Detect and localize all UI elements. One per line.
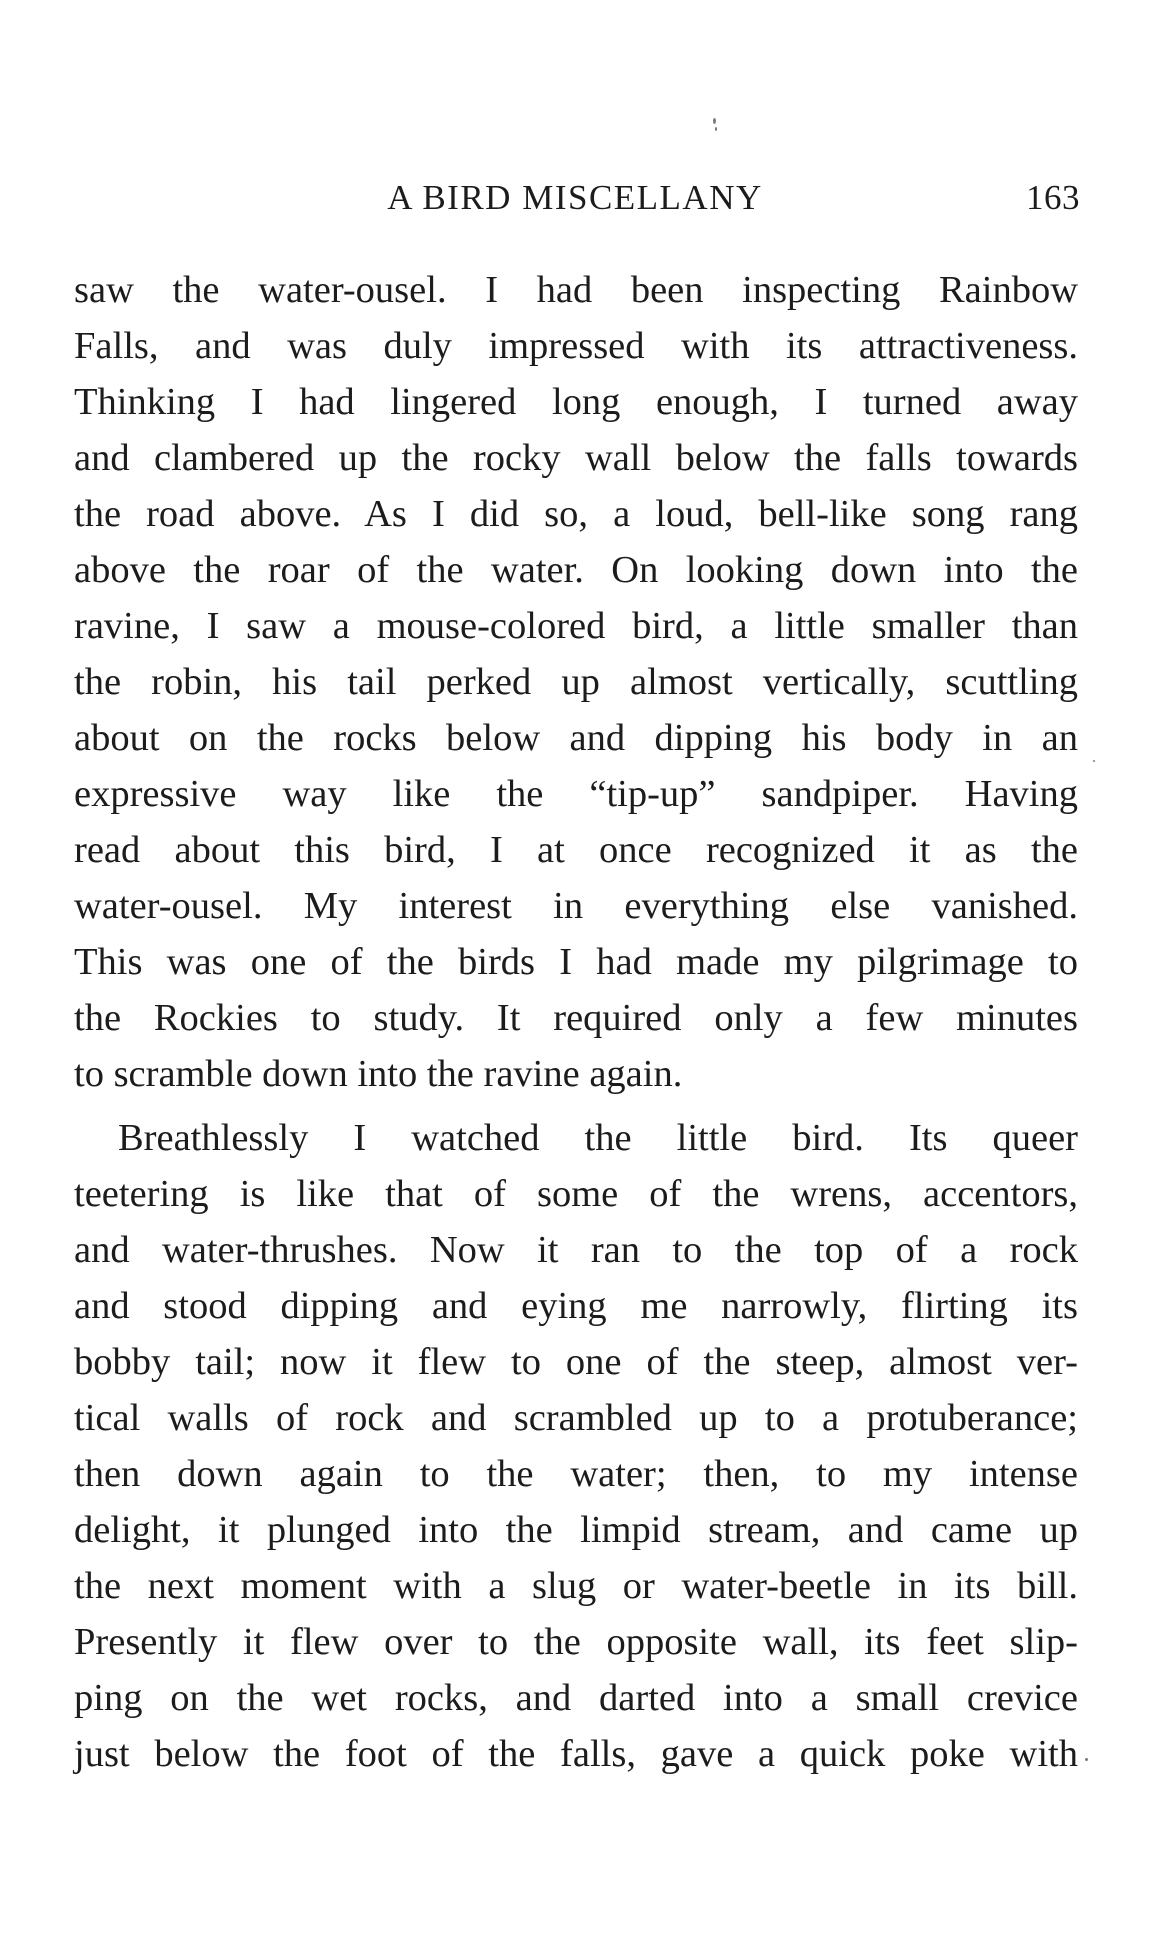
text-line: then down again to the water; then, to my intense (74, 1453, 1078, 1495)
scan-speck (1093, 760, 1095, 762)
text-line: ping on the wet rocks, and darted into a small crevice (74, 1677, 1078, 1719)
text-line: tical walls of rock and scrambled up to a protuberance; (74, 1397, 1078, 1439)
text-line: Presently it flew over to the opposite wall, its feet slip- (74, 1621, 1078, 1663)
text-line: about on the rocks below and dipping his body in an (74, 717, 1078, 759)
text-line: read about this bird, I at once recognized it as the (74, 829, 1078, 871)
text-line: saw the water-ousel. I had been inspecting Rainbow (74, 269, 1078, 311)
scan-speck (713, 118, 716, 124)
running-title: A BIRD MISCELLANY (387, 178, 763, 217)
text-line: and stood dipping and eying me narrowly, flirting its (74, 1285, 1078, 1327)
text-line: the road above. As I did so, a loud, bell-like song rang (74, 493, 1078, 535)
text-line: the robin, his tail perked up almost vertically, scuttling (74, 661, 1078, 703)
text-line: just below the foot of the falls, gave a quick poke with (74, 1733, 1078, 1775)
text-line: Falls, and was duly impressed with its attractiveness. (74, 325, 1078, 367)
text-line: and clambered up the rocky wall below the falls towards (74, 437, 1078, 479)
text-line: above the roar of the water. On looking down into the (74, 549, 1078, 591)
text-line: water-ousel. My interest in everything else vanished. (74, 885, 1078, 927)
text-line: and water-thrushes. Now it ran to the top of a rock (74, 1229, 1078, 1271)
text-line: the Rockies to study. It required only a few minutes (74, 997, 1078, 1039)
scan-speck (715, 127, 717, 131)
page-number: 163 (1026, 178, 1080, 217)
text-line: teetering is like that of some of the wrens, accentors, (74, 1173, 1078, 1215)
body-text (74, 262, 1078, 1782)
text-line: This was one of the birds I had made my pilgrimage to (74, 941, 1078, 983)
text-line: Breathlessly I watched the little bird. Its queer (118, 1117, 1078, 1159)
text-line: bobby tail; now it flew to one of the steep, almost ver- (74, 1341, 1078, 1383)
text-line: expressive way like the “tip-up” sandpiper. Having (74, 773, 1078, 815)
scan-speck (1085, 1758, 1088, 1761)
page-header (70, 178, 1080, 228)
paragraph-gap (74, 1102, 1078, 1110)
text-line: ravine, I saw a mouse-colored bird, a little smaller than (74, 605, 1078, 647)
text-line: Thinking I had lingered long enough, I turned away (74, 381, 1078, 423)
text-line: to scramble down into the ravine again. (74, 1053, 683, 1095)
text-line: delight, it plunged into the limpid stream, and came up (74, 1509, 1078, 1551)
text-line: the next moment with a slug or water-beetle in its bill. (74, 1565, 1078, 1607)
